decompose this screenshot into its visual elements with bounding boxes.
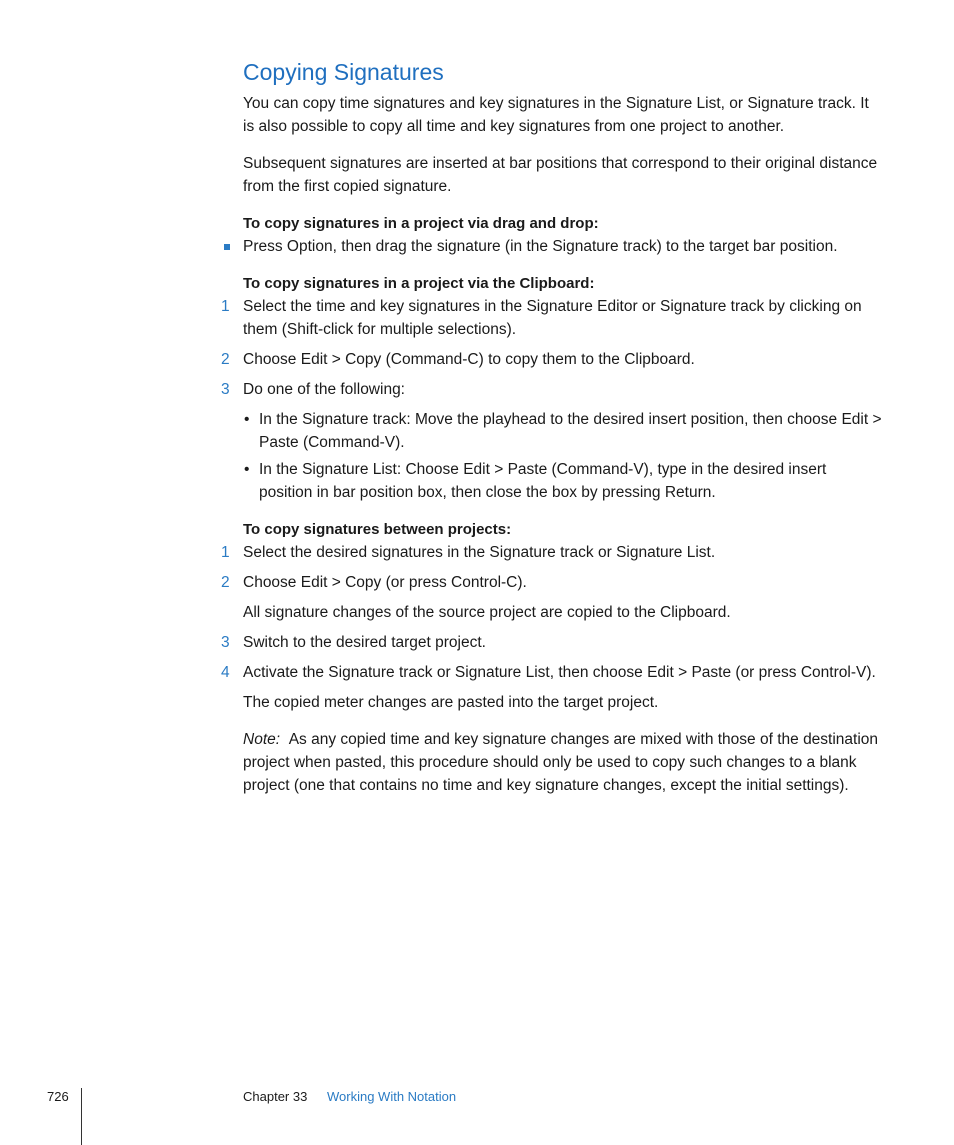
section-heading: To copy signatures between projects:: [243, 521, 512, 538]
bullet-dot-icon: •: [244, 461, 250, 478]
step-result-text: All signature changes of the source project are copied to the Clipboard.: [243, 604, 731, 621]
bullet-dot-icon: •: [244, 411, 250, 428]
step-item: [221, 378, 883, 401]
step-number: 4: [221, 664, 230, 681]
chapter-label: Chapter 33: [243, 1089, 308, 1104]
sub-bullet-text: In the Signature track: Move the playhead to the desired insert position, then choose Edit > Paste (Command-V).: [259, 411, 882, 451]
step-item: [221, 348, 883, 371]
step-number: 1: [221, 298, 230, 315]
page-title: Copying Signatures: [243, 59, 444, 85]
note-text: As any copied time and key signature changes are mixed with those of the destination project when pasted, this procedure should only be used to copy such changes to a blank project (one that contains no time and key signature changes, except the initial settings).: [243, 731, 879, 794]
page-content: [221, 58, 883, 797]
step-text: Switch to the desired target project.: [243, 634, 486, 651]
step-text: Activate the Signature track or Signature List, then choose Edit > Paste (or press Control-V).: [243, 664, 876, 681]
intro-paragraph: Subsequent signatures are inserted at bar positions that correspond to their original distance from the first copied signature.: [243, 155, 878, 195]
note-label: Note:: [243, 731, 281, 748]
sub-bullet-item: [243, 458, 883, 504]
step-item: [221, 571, 883, 594]
sub-bullet-text: In the Signature List: Choose Edit > Paste (Command-V), type in the desired insert position in bar position box, then close the box by pressing Return.: [259, 461, 827, 501]
step-number: 2: [221, 574, 230, 591]
chapter-title-link[interactable]: Working With Notation: [327, 1089, 457, 1104]
step-text: Do one of the following:: [243, 381, 405, 398]
step-result-text: The copied meter changes are pasted into the target project.: [243, 694, 659, 711]
step-number: 1: [221, 544, 230, 561]
step-number: 3: [221, 634, 230, 651]
step-item: [221, 631, 883, 654]
footer-divider: [81, 1088, 82, 1145]
step-item: [221, 661, 883, 684]
note-paragraph: [243, 728, 883, 797]
step-text: Select the time and key signatures in the Signature Editor or Signature track by clicking on them (Shift-click for multiple selections).: [243, 298, 862, 338]
page-number: 726: [47, 1089, 69, 1104]
bullet-item: [243, 235, 883, 258]
step-number: 3: [221, 381, 230, 398]
section-heading: To copy signatures in a project via drag and drop:: [243, 215, 599, 232]
step-item: [221, 541, 883, 564]
sub-bullet-item: [243, 408, 883, 454]
step-text: Choose Edit > Copy (Command-C) to copy them to the Clipboard.: [243, 351, 695, 368]
step-number: 2: [221, 351, 230, 368]
section-heading: To copy signatures in a project via the Clipboard:: [243, 275, 595, 292]
step-item: [221, 295, 883, 341]
step-text: Select the desired signatures in the Signature track or Signature List.: [243, 544, 716, 561]
bullet-text: Press Option, then drag the signature (in the Signature track) to the target bar position.: [243, 238, 838, 255]
square-bullet-icon: [224, 244, 230, 250]
step-text: Choose Edit > Copy (or press Control-C).: [243, 574, 527, 591]
intro-paragraph: You can copy time signatures and key signatures in the Signature List, or Signature track. It is also possible to copy all time and key signatures from one project to another.: [243, 95, 869, 135]
